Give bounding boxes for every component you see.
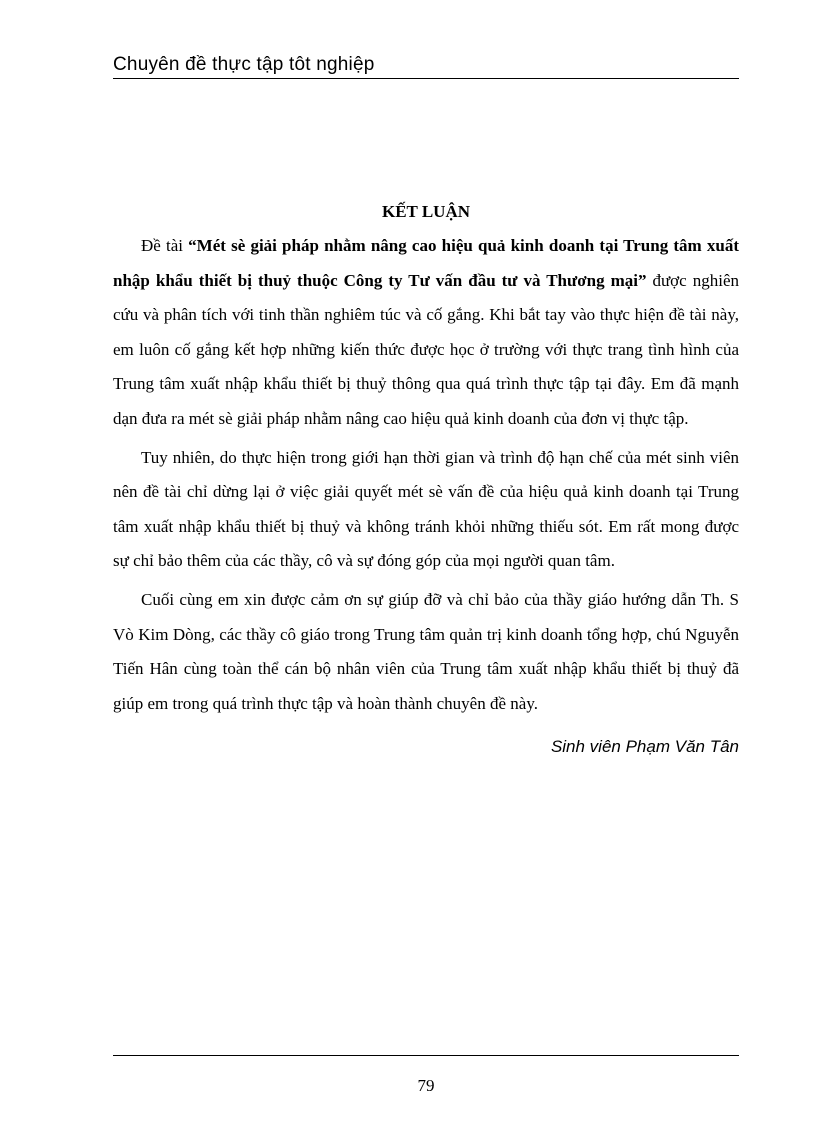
footer-divider: [113, 1055, 739, 1056]
signature: Sinh viên Phạm Văn Tân: [550, 737, 739, 757]
document-body: [113, 195, 739, 761]
paragraph-1-body: được nghiên cứu và phân tích với tinh thần nghiêm túc và cố gắng. Khi bắt tay vào thực hiện đề tài này, em luôn cố gắng kết hợp những kiến thức được học ở trường với thực trang tình hình của Trung tâm xuất nhập khẩu thiết bị thuỷ thông qua quá trình thực tập tại đây. Em đã mạnh dạn đưa ra mét sè giải pháp nhằm nâng cao hiệu quả kinh doanh của đơn vị thực tập.: [113, 270, 739, 428]
running-header: Chuyên đề thực tập tôt nghiệp: [113, 52, 739, 79]
paragraph-3: Cuối cùng em xin được cảm ơn sự giúp đỡ và chỉ bảo của thầy giáo hướng dẫn Th. S Vò Kim Dòng, các thầy cô giáo trong Trung tâm quản trị kinh doanh tổng hợp, chú Nguyễn Tiến Hân cùng toàn thể cán bộ nhân viên của Trung tâm xuất nhập khẩu thiết bị thuỷ đã giúp em trong quá trình thực tập và hoàn thành chuyên đề này.: [113, 589, 739, 713]
paragraph-1-prefix: Đề tài: [141, 236, 189, 255]
section-heading: KẾT LUẬN: [381, 202, 470, 221]
page-number: 79: [417, 1076, 435, 1095]
paragraph-2: Tuy nhiên, do thực hiện trong giới hạn thời gian và trình độ hạn chế của mét sinh viên nên đề tài chỉ dừng lại ở việc giải quyết mét sè vấn đề của hiệu quả kinh doanh tại Trung tâm xuất nhập khẩu thiết bị thuỷ và không tránh khỏi những thiếu sót. Em rất mong được sự chỉ bảo thêm của các thầy, cô và sự đóng góp của mọi người quan tâm.: [113, 447, 739, 571]
paragraph-1: [113, 229, 739, 437]
thesis-title: “Mét sè giải pháp nhằm nâng cao hiệu quả kinh doanh tại Trung tâm xuất nhập khẩu thiết bị thuỷ thuộc Công ty Tư vấn đầu tư và Thương mại”: [113, 236, 739, 290]
